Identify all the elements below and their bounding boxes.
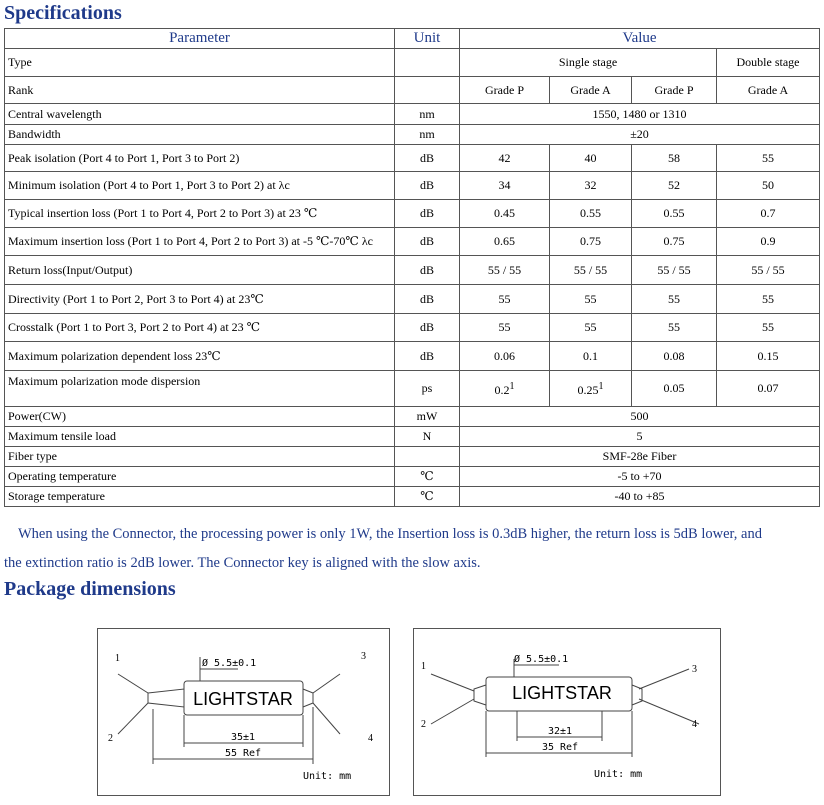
unit-cell: dB (395, 256, 460, 285)
table-row (5, 487, 820, 507)
length-label: 35±1 (230, 732, 256, 743)
value-cell: 34 (460, 172, 550, 200)
parameter-cell: Directivity (Port 1 to Port 2, Port 3 to Port 4) at 23℃ (5, 285, 395, 314)
value-cell: 0.75 (550, 228, 632, 256)
parameter-cell: Storage temperature (5, 487, 395, 507)
drawing-2-svg (414, 629, 720, 795)
value-cell: 0.06 (460, 342, 550, 371)
diameter-label: Ø 5.5±0.1 (202, 658, 257, 669)
value-cell: 0.08 (632, 342, 717, 371)
fiber-line (431, 699, 474, 724)
fiber-line (639, 699, 699, 724)
value-cell: 0.1 (550, 342, 632, 371)
value-cell: 40 (550, 145, 632, 172)
rank-grade: Grade A (550, 77, 632, 104)
parameter-cell: Typical insertion loss (Port 1 to Port 4, Port 2 to Port 3) at 23 ℃ (5, 200, 395, 228)
pmd-row (5, 371, 820, 407)
value-cell (632, 371, 717, 407)
table-row (5, 407, 820, 427)
value-cell: 55 / 55 (550, 256, 632, 285)
specifications-table (4, 28, 820, 507)
unit-cell: dB (395, 172, 460, 200)
value-cell: 55 (460, 314, 550, 342)
table-row (5, 285, 820, 314)
port-4-label: 4 (692, 719, 697, 730)
boot-left (474, 685, 486, 705)
parameter-cell: Fiber type (5, 447, 395, 467)
header-parameter: Parameter (5, 29, 395, 49)
unit-label: Unit: mm (303, 771, 352, 782)
table-row (5, 200, 820, 228)
fiber-line (313, 703, 340, 734)
value-cell: 0.65 (460, 228, 550, 256)
unit-cell: dB (395, 228, 460, 256)
value-cell: 500 (460, 407, 820, 427)
pmd-value: 0.25 (577, 383, 599, 397)
parameter-cell: Power(CW) (5, 407, 395, 427)
port-1-label: 1 (421, 661, 426, 672)
specifications-heading: Specifications (4, 2, 122, 24)
table-row (5, 467, 820, 487)
unit-cell: nm (395, 104, 460, 125)
table-header-row (5, 29, 820, 49)
value-cell (550, 371, 632, 407)
parameter-cell: Maximum polarization mode dispersion (5, 371, 395, 407)
unit-cell: dB (395, 342, 460, 371)
unit-cell (395, 447, 460, 467)
header-value: Value (460, 29, 820, 49)
value-cell: SMF-28e Fiber (460, 447, 820, 467)
parameter-cell: Maximum tensile load (5, 427, 395, 447)
type-row (5, 49, 820, 77)
pmd-value: 0.07 (757, 381, 779, 395)
value-cell: 55 (717, 285, 820, 314)
package-drawing-single (97, 628, 390, 796)
fiber-line (639, 669, 689, 689)
value-cell: 55 (632, 285, 717, 314)
footnote-marker: 1 (598, 381, 604, 392)
note-line-1: When using the Connector, the processing power is only 1W, the Insertion loss is 0.3dB higher, the return loss is 5dB lower, and (18, 526, 762, 542)
table-row (5, 172, 820, 200)
rank-label: Rank (5, 77, 395, 104)
value-cell: -5 to +70 (460, 467, 820, 487)
fiber-line (431, 674, 474, 691)
value-cell: 55 (717, 314, 820, 342)
table-row (5, 104, 820, 125)
header-unit: Unit (395, 29, 460, 49)
parameter-cell: Operating temperature (5, 467, 395, 487)
port-3-label: 3 (692, 664, 697, 675)
pmd-value: 0.2 (494, 383, 510, 397)
value-cell: 55 / 55 (632, 256, 717, 285)
boot-right (303, 689, 313, 707)
port-1-label: 1 (115, 653, 120, 664)
value-cell: 52 (632, 172, 717, 200)
fiber-line (313, 674, 340, 693)
parameter-cell: Central wavelength (5, 104, 395, 125)
drawing-1-svg (98, 629, 389, 795)
table-row (5, 256, 820, 285)
length-label: 32±1 (547, 726, 573, 737)
table-row (5, 228, 820, 256)
value-cell: 55 (632, 314, 717, 342)
footnote-marker: 1 (509, 381, 515, 392)
brand-label: LIGHTSTAR (193, 689, 293, 709)
parameter-cell: Return loss(Input/Output) (5, 256, 395, 285)
value-cell: 55 (717, 145, 820, 172)
table-row (5, 447, 820, 467)
unit-cell: dB (395, 200, 460, 228)
parameter-cell: Bandwidth (5, 125, 395, 145)
value-cell: 50 (717, 172, 820, 200)
value-cell: 55 / 55 (460, 256, 550, 285)
fiber-line (118, 703, 148, 734)
unit-cell: ℃ (395, 467, 460, 487)
value-cell (717, 371, 820, 407)
unit-cell: ℃ (395, 487, 460, 507)
value-cell: 32 (550, 172, 632, 200)
table-row (5, 427, 820, 447)
value-cell: ±20 (460, 125, 820, 145)
parameter-cell: Minimum isolation (Port 4 to Port 1, Port 3 to Port 2) at λc (5, 172, 395, 200)
parameter-cell: Maximum polarization dependent loss 23℃ (5, 342, 395, 371)
connector-note (4, 520, 819, 578)
ref-length-label: 55 Ref (224, 748, 262, 759)
unit-label: Unit: mm (594, 769, 643, 780)
value-cell: 0.45 (460, 200, 550, 228)
port-2-label: 2 (421, 719, 426, 730)
value-cell: -40 to +85 (460, 487, 820, 507)
value-cell: 58 (632, 145, 717, 172)
table-row (5, 342, 820, 371)
value-cell: 0.75 (632, 228, 717, 256)
package-drawing-double (413, 628, 721, 796)
value-cell: 0.55 (550, 200, 632, 228)
unit-cell: N (395, 427, 460, 447)
table-row (5, 125, 820, 145)
value-cell: 55 (550, 314, 632, 342)
unit-cell: mW (395, 407, 460, 427)
value-cell: 0.9 (717, 228, 820, 256)
value-cell: 55 (550, 285, 632, 314)
value-cell: 55 (460, 285, 550, 314)
rank-grade: Grade P (460, 77, 550, 104)
type-single-stage: Single stage (460, 49, 717, 77)
unit-cell: ps (395, 371, 460, 407)
diameter-label: Ø 5.5±0.1 (514, 654, 569, 665)
value-cell: 55 / 55 (717, 256, 820, 285)
parameter-cell: Maximum insertion loss (Port 1 to Port 4, Port 2 to Port 3) at -5 ℃-70℃ λc (5, 228, 395, 256)
brand-label: LIGHTSTAR (512, 683, 612, 703)
value-cell: 0.7 (717, 200, 820, 228)
table-row (5, 314, 820, 342)
unit-cell: dB (395, 314, 460, 342)
unit-cell: dB (395, 145, 460, 172)
value-cell: 5 (460, 427, 820, 447)
rank-row (5, 77, 820, 104)
boot-right (632, 685, 642, 705)
note-line-2: the extinction ratio is 2dB lower. The Connector key is aligned with the slow axis. (4, 555, 481, 571)
pmd-value: 0.05 (663, 381, 685, 395)
type-label: Type (5, 49, 395, 77)
parameter-cell: Peak isolation (Port 4 to Port 1, Port 3 to Port 2) (5, 145, 395, 172)
port-3-label: 3 (361, 651, 366, 662)
unit-cell: dB (395, 285, 460, 314)
port-4-label: 4 (368, 733, 373, 744)
value-cell: 0.55 (632, 200, 717, 228)
ref-length-label: 35 Ref (541, 742, 579, 753)
boot-left (148, 689, 184, 707)
rank-grade: Grade A (717, 77, 820, 104)
value-cell: 1550, 1480 or 1310 (460, 104, 820, 125)
port-2-label: 2 (108, 733, 113, 744)
unit-cell (395, 49, 460, 77)
value-cell: 42 (460, 145, 550, 172)
parameter-cell: Crosstalk (Port 1 to Port 3, Port 2 to Port 4) at 23 ℃ (5, 314, 395, 342)
fiber-line (118, 674, 148, 693)
package-dimensions-heading: Package dimensions (4, 578, 176, 600)
rank-grade: Grade P (632, 77, 717, 104)
unit-cell (395, 77, 460, 104)
table-row (5, 145, 820, 172)
value-cell: 0.15 (717, 342, 820, 371)
type-double-stage: Double stage (717, 49, 820, 77)
unit-cell: nm (395, 125, 460, 145)
value-cell (460, 371, 550, 407)
